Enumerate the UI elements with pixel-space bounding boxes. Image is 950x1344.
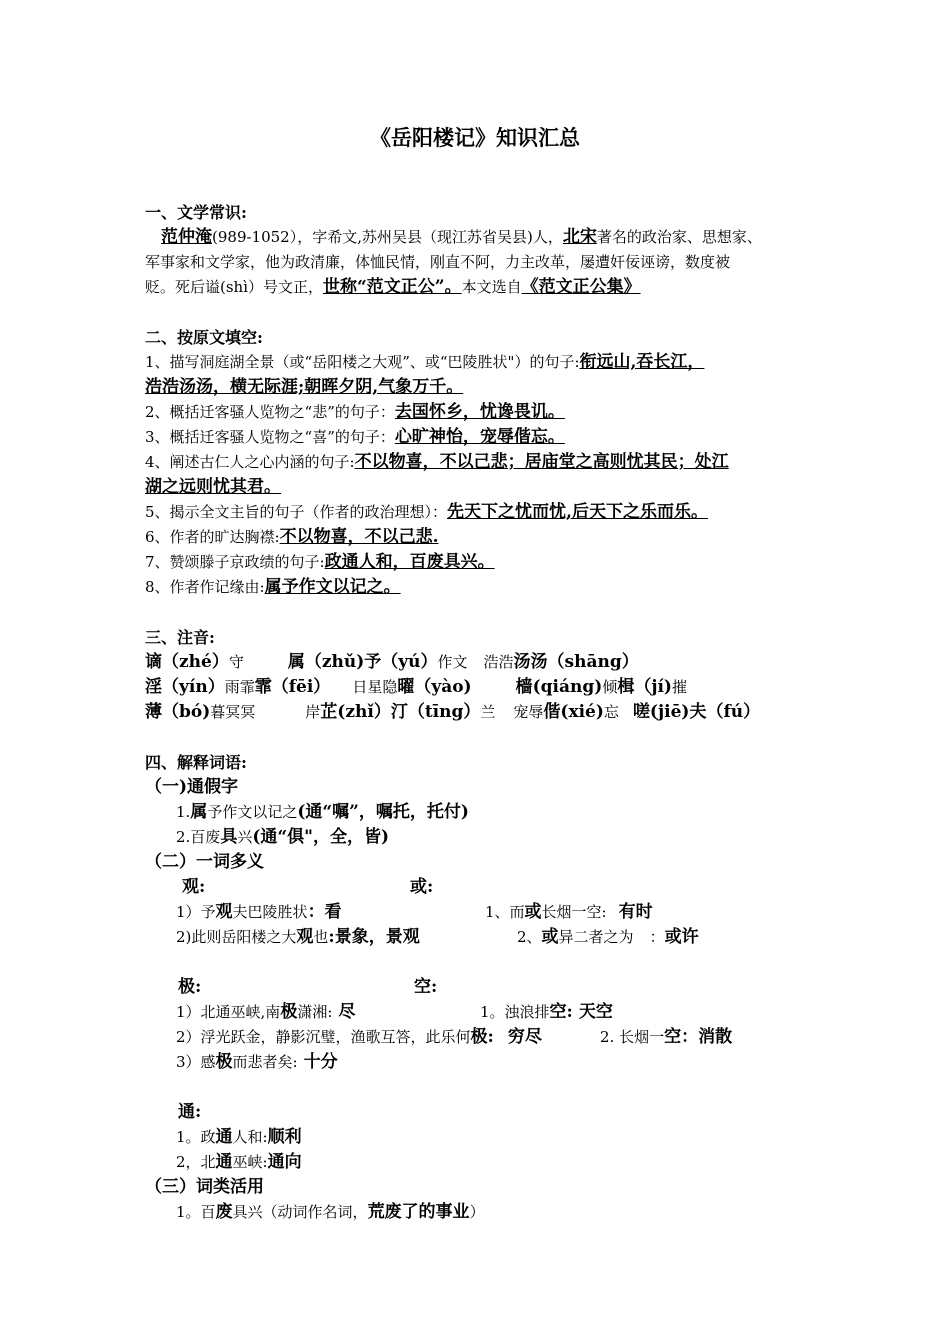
vocab-text: 夫巴陵胜状 — [232, 903, 308, 921]
pinyin-context: 岸 — [305, 703, 321, 721]
section-heading-literature: 一、文学常识: — [145, 203, 247, 222]
section-heading-fill: 二、按原文填空: — [145, 328, 263, 347]
vocab-item — [176, 1050, 338, 1075]
vocab-key: 观 — [296, 927, 314, 947]
vocab-text: 1。浊浪排 — [480, 1003, 550, 1021]
page-title: 《岳阳楼记》知识汇总 — [370, 125, 580, 150]
fill-answer: 不以物喜，不以己悲；居庙堂之高则忧其民；处江 — [354, 452, 729, 472]
vocab-item — [176, 1150, 302, 1175]
subheading-polysemy: （二）一词多义 — [145, 852, 264, 872]
vocab-text: 2，北 — [176, 1153, 216, 1171]
fill-prompt: 7、赞颂滕子京政绩的句子: — [145, 553, 325, 571]
vocab-meaning: (通“嘱”，嘱托，托付) — [297, 802, 469, 822]
vocab-text: 1）北通巫峡,南 — [176, 1003, 281, 1021]
pinyin-term: 曜（yào) — [397, 677, 472, 697]
vocab-key: 极 — [215, 1052, 233, 1072]
fill-item-1 — [145, 350, 704, 375]
fill-prompt: 3、概括迁客骚人览物之“喜”的句子： — [145, 428, 395, 446]
vocab-item — [480, 1000, 613, 1025]
pinyin-context: 雨霏 — [224, 678, 255, 696]
vocab-text: 而悲者矣: — [232, 1053, 298, 1071]
vocab-text: 人和: — [232, 1128, 268, 1146]
vocab-text: 潇湘: — [297, 1003, 333, 1021]
pinyin-term: 偕(xié) — [543, 702, 604, 722]
vocab-item — [176, 925, 420, 950]
pinyin-context: 守 — [228, 653, 244, 671]
section-heading-pronunciation: 三、注音: — [145, 628, 215, 647]
vocab-text: 予作文以记之 — [207, 803, 298, 821]
fill-prompt: 5、揭示全文主旨的句子（作者的政治理想）： — [145, 503, 448, 521]
vocab-text: 2）浮光跃金，静影沉璧，渔歌互答，此乐何 — [176, 1028, 471, 1046]
vocab-text: 3）感 — [176, 1053, 216, 1071]
fill-prompt: 2、概括迁客骚人览物之“悲”的句子： — [145, 403, 395, 421]
vocab-item — [176, 825, 389, 850]
vocab-item — [485, 900, 653, 925]
vocab-text: 兴 — [237, 828, 253, 846]
fill-answer: 政通人和，百废具兴。 — [324, 552, 495, 572]
pinyin-term: 樯(qiáng) — [515, 677, 603, 697]
word-label-huo: 或: — [410, 877, 434, 897]
pinyin-context: 暮冥冥 — [210, 703, 256, 721]
vocab-meaning: ：看 — [307, 902, 342, 922]
vocab-key: 观 — [215, 902, 233, 922]
vocab-meaning: (通“俱"，全，皆) — [252, 827, 390, 847]
fill-prompt: 1、描写洞庭湖全景（或“岳阳楼之大观”、或“巴陵胜状"）的句子: — [145, 353, 580, 371]
vocab-text: 2)此则岳阳楼之大 — [176, 928, 297, 946]
vocab-key: 通 — [215, 1127, 233, 1147]
vocab-key: 或 — [541, 927, 559, 947]
literature-text: 著名的政治家、思想家、 — [596, 228, 762, 246]
fill-item-5 — [145, 500, 708, 525]
pinyin-term: 薄（bó) — [145, 702, 211, 722]
section-heading-vocabulary: 四、解释词语: — [145, 753, 247, 772]
fill-answer: 先天下之忧而忧,后天下之乐而乐。 — [447, 502, 708, 522]
pinyin-context: 作文 — [437, 653, 468, 671]
pinyin-context: 宠辱 — [513, 703, 544, 721]
title-honor: 世称“范文正公”。 — [323, 277, 462, 297]
vocab-item — [176, 800, 469, 825]
vocab-text: 1. — [176, 803, 191, 821]
vocab-meaning: :景象，景观 — [328, 927, 420, 947]
pinyin-term: 楫（jí) — [617, 677, 672, 697]
literature-line-3 — [145, 275, 641, 300]
pinyin-term: 汤汤（shāng） — [513, 652, 639, 672]
vocab-text: ： — [649, 928, 665, 946]
vocab-meaning: ：消散 — [681, 1027, 733, 1047]
literature-text: 本文选自 — [461, 278, 522, 296]
vocab-text: 1。百 — [176, 1203, 216, 1221]
fill-answer: 去国怀乡，忧谗畏讥。 — [394, 402, 565, 422]
pinyin-context: 忘 — [603, 703, 619, 721]
pronunciation-row-2 — [145, 675, 687, 700]
fill-answer: 属予作文以记之。 — [264, 577, 401, 597]
vocab-key: 废 — [215, 1202, 233, 1222]
pronunciation-row-1 — [145, 650, 639, 675]
pinyin-context: 浩浩 — [483, 653, 514, 671]
vocab-text: 也 — [313, 928, 329, 946]
pinyin-context: 日星隐 — [352, 678, 398, 696]
vocab-item — [176, 1000, 355, 1025]
fill-item-4 — [145, 450, 729, 475]
fill-item-6 — [145, 525, 439, 550]
fill-item-3 — [145, 425, 565, 450]
vocab-meaning: 荒废了的事业 — [367, 1202, 470, 1222]
vocab-item — [176, 1125, 302, 1150]
pinyin-term: 淫（yín） — [145, 677, 225, 697]
pinyin-context: 摧 — [671, 678, 687, 696]
fill-prompt: 8、作者作记缘由: — [145, 578, 265, 596]
word-label-tong: 通: — [178, 1102, 202, 1122]
vocab-item — [517, 925, 699, 950]
pinyin-context: 倾 — [602, 678, 618, 696]
fill-answer-1b: 浩浩汤汤，横无际涯;朝晖夕阴,气象万千。 — [145, 377, 464, 397]
vocab-text: 巫峡: — [232, 1153, 268, 1171]
vocab-text: 1）予 — [176, 903, 216, 921]
vocab-text: 1、而 — [485, 903, 525, 921]
fill-answer: 衔远山,吞长江， — [579, 352, 705, 372]
vocab-key: 极: — [470, 1027, 494, 1047]
pinyin-term: 谪（zhé） — [145, 652, 229, 672]
vocab-item — [176, 900, 342, 925]
vocab-key: 空 — [664, 1027, 682, 1047]
pinyin-term: 芷(zhǐ）汀（tīng） — [320, 702, 481, 722]
vocab-meaning: 顺利 — [267, 1127, 302, 1147]
fill-answer-4b: 湖之远则忧其君。 — [145, 477, 281, 497]
vocab-text: 2.百废 — [176, 828, 221, 846]
pronunciation-row-3 — [145, 700, 760, 725]
subheading-interchangeable: （一)通假字 — [145, 777, 239, 797]
vocab-text: 长烟一空: — [541, 903, 607, 921]
source-book: 《范文正公集》 — [521, 277, 641, 297]
fill-answer: 心旷神怡，宠辱偕忘。 — [394, 427, 565, 447]
vocab-item — [176, 1200, 485, 1225]
vocab-key: 具 — [220, 827, 238, 847]
vocab-meaning: 穷尽 — [507, 1027, 542, 1047]
word-label-guan: 观: — [182, 877, 206, 897]
fill-item-8 — [145, 575, 401, 600]
vocab-text: 1。政 — [176, 1128, 216, 1146]
vocab-text: 2、 — [517, 928, 542, 946]
vocab-text: 具兴（动词作名词， — [232, 1203, 368, 1221]
vocab-text: ） — [469, 1203, 485, 1221]
fill-answer: 不以物喜，不以己悲. — [279, 527, 439, 547]
vocab-meaning: 尽 — [338, 1002, 356, 1022]
fill-item-7 — [145, 550, 495, 575]
pinyin-term: 属（zhǔ)予（yú） — [287, 652, 438, 672]
literature-line-1 — [145, 225, 762, 250]
literature-text: 贬。死后谥(shì）号文正， — [145, 278, 324, 296]
dynasty: 北宋 — [562, 227, 597, 247]
vocab-meaning: 或许 — [664, 927, 699, 947]
vocab-key: 极 — [280, 1002, 298, 1022]
vocab-key: 属 — [190, 802, 208, 822]
fill-prompt: 6、作者的旷达胸襟: — [145, 528, 280, 546]
vocab-key: 空: — [549, 1002, 573, 1022]
fill-prompt: 4、阐述古仁人之心内涵的句子: — [145, 453, 355, 471]
vocab-meaning: 通向 — [267, 1152, 302, 1172]
word-label-ji: 极: — [178, 977, 202, 997]
vocab-text: 异二者之为 — [558, 928, 634, 946]
pinyin-term: 霏（fēi） — [254, 677, 331, 697]
word-label-kong: 空: — [414, 977, 438, 997]
subheading-word-class: （三）词类活用 — [145, 1177, 264, 1197]
vocab-key: 或 — [524, 902, 542, 922]
vocab-meaning: 有时 — [618, 902, 653, 922]
vocab-meaning: 十分 — [303, 1052, 338, 1072]
vocab-key: 通 — [215, 1152, 233, 1172]
fill-item-2 — [145, 400, 565, 425]
vocab-item — [176, 1025, 542, 1050]
vocab-item — [600, 1025, 732, 1050]
vocab-text: 2. 长烟一 — [600, 1028, 665, 1046]
literature-text: (989-1052），字希文,苏州吴县（现江苏省吴县)人， — [212, 228, 563, 246]
author-name: 范仲淹 — [161, 227, 212, 247]
vocab-meaning: 天空 — [578, 1002, 613, 1022]
pinyin-context: 兰 — [480, 703, 496, 721]
literature-line-2: 军事家和文学家，他为政清廉，体恤民情，刚直不阿，力主改革，屡遭奸佞诬谤，数度被 — [145, 253, 731, 271]
pinyin-term: 嗟(jiē)夫（fú） — [632, 702, 761, 722]
